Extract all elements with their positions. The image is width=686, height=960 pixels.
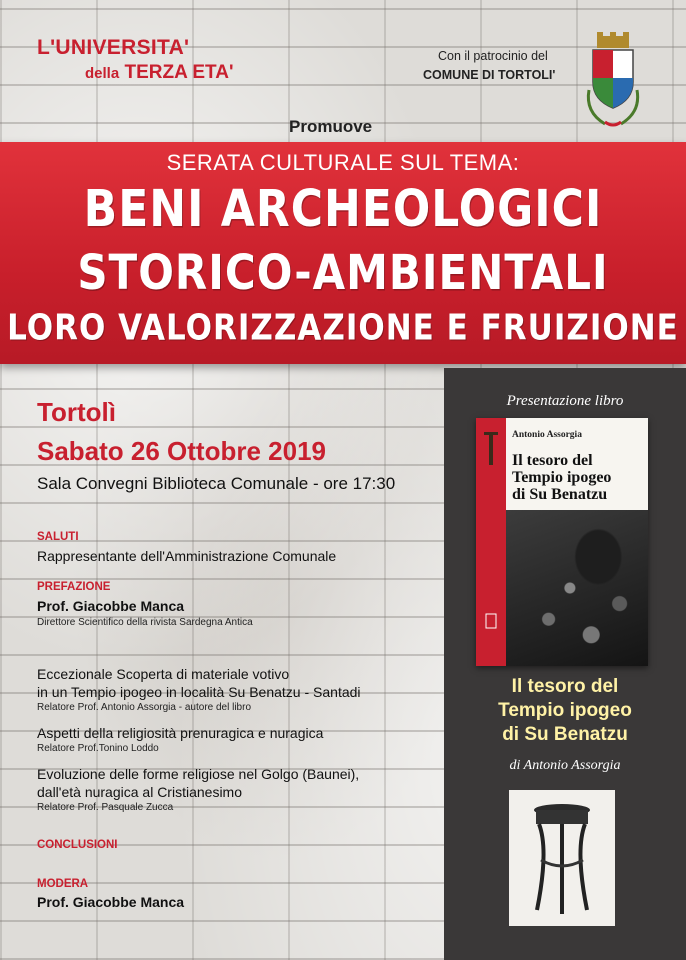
book-title-line-1: Il tesoro del	[511, 676, 619, 697]
tripod-artifact-icon	[509, 790, 615, 926]
book-cover	[476, 418, 648, 666]
event-date: Sabato 26 Ottobre 2019	[37, 436, 326, 466]
municipal-crest-icon	[583, 30, 643, 130]
modera-label: MODERA	[37, 878, 89, 890]
conclusioni-label: CONCLUSIONI	[37, 839, 118, 851]
talk-1-title-line-2: in un Tempio ipogeo in località Su Benatzu - Santadi	[37, 684, 361, 700]
banner-title-line-1: BENI ARCHEOLOGICI	[83, 180, 603, 239]
talk-1-title-line-1: Eccezionale Scoperta di materiale votivo	[37, 666, 290, 682]
talk-1-speaker: Relatore Prof. Antonio Assorgia - autore del libro	[37, 702, 252, 713]
organizer-name: L'UNIVERSITA'	[37, 36, 190, 59]
event-venue: Sala Convegni Biblioteca Comunale - ore 17:30	[37, 474, 396, 493]
organizer-main: TERZA ETA'	[124, 62, 234, 83]
talk-3-title-line-2: dall'età nuragica al Cristianesimo	[37, 784, 242, 800]
book-cover-author: Antonio Assorgia	[512, 430, 582, 440]
talk-2-speaker: Relatore Prof.Tonino Loddo	[37, 743, 159, 754]
book-presentation-heading: Presentazione libro	[506, 393, 624, 409]
saluti-label: SALUTI	[37, 531, 79, 543]
promotes-label: Promuove	[289, 117, 373, 136]
patronage-label: Con il patrocinio del	[438, 49, 548, 63]
prefazione-name: Prof. Giacobbe Manca	[37, 598, 185, 614]
banner-title-line-3: LORO VALORIZZAZIONE E FRUIZIONE	[7, 307, 679, 349]
book-author-byline: di Antonio Assorgia	[509, 758, 621, 773]
patronage-municipality: COMUNE DI TORTOLI'	[423, 68, 556, 82]
artifact-photo	[509, 790, 615, 926]
talk-2-title: Aspetti della religiosità prenuragica e nuragica	[37, 725, 324, 741]
organizer-prefix: della	[85, 65, 120, 82]
event-place: Tortolì	[37, 397, 116, 427]
saluti-text: Rappresentante dell'Amministrazione Comunale	[37, 548, 337, 564]
book-cover-title-line-3: di Su Benatzu	[512, 486, 608, 503]
banner-subtitle: SERATA CULTURALE SUL TEMA:	[166, 150, 520, 175]
banner-title-line-2: STORICO-AMBIENTALI	[77, 244, 609, 301]
book-title-line-3: di Su Benatzu	[502, 724, 628, 745]
book-cover-title-line-1: Il tesoro del	[512, 452, 593, 469]
modera-name: Prof. Giacobbe Manca	[37, 894, 185, 910]
book-cover-title-line-2: Tempio ipogeo	[512, 469, 612, 486]
talk-3-title-line-1: Evoluzione delle forme religiose nel Golgo (Baunei),	[37, 766, 360, 782]
book-title-line-2: Tempio ipogeo	[498, 700, 632, 721]
organizer-subtitle	[85, 62, 233, 84]
book-cover-photo	[506, 510, 648, 666]
dagger-icon	[476, 418, 506, 666]
book-cover-title	[512, 452, 611, 503]
book-spine	[476, 418, 506, 666]
prefazione-label: PREFAZIONE	[37, 581, 111, 593]
prefazione-role: Direttore Scientifico della rivista Sardegna Antica	[37, 617, 253, 628]
talk-3-speaker: Relatore Prof. Pasquale Zucca	[37, 802, 174, 813]
